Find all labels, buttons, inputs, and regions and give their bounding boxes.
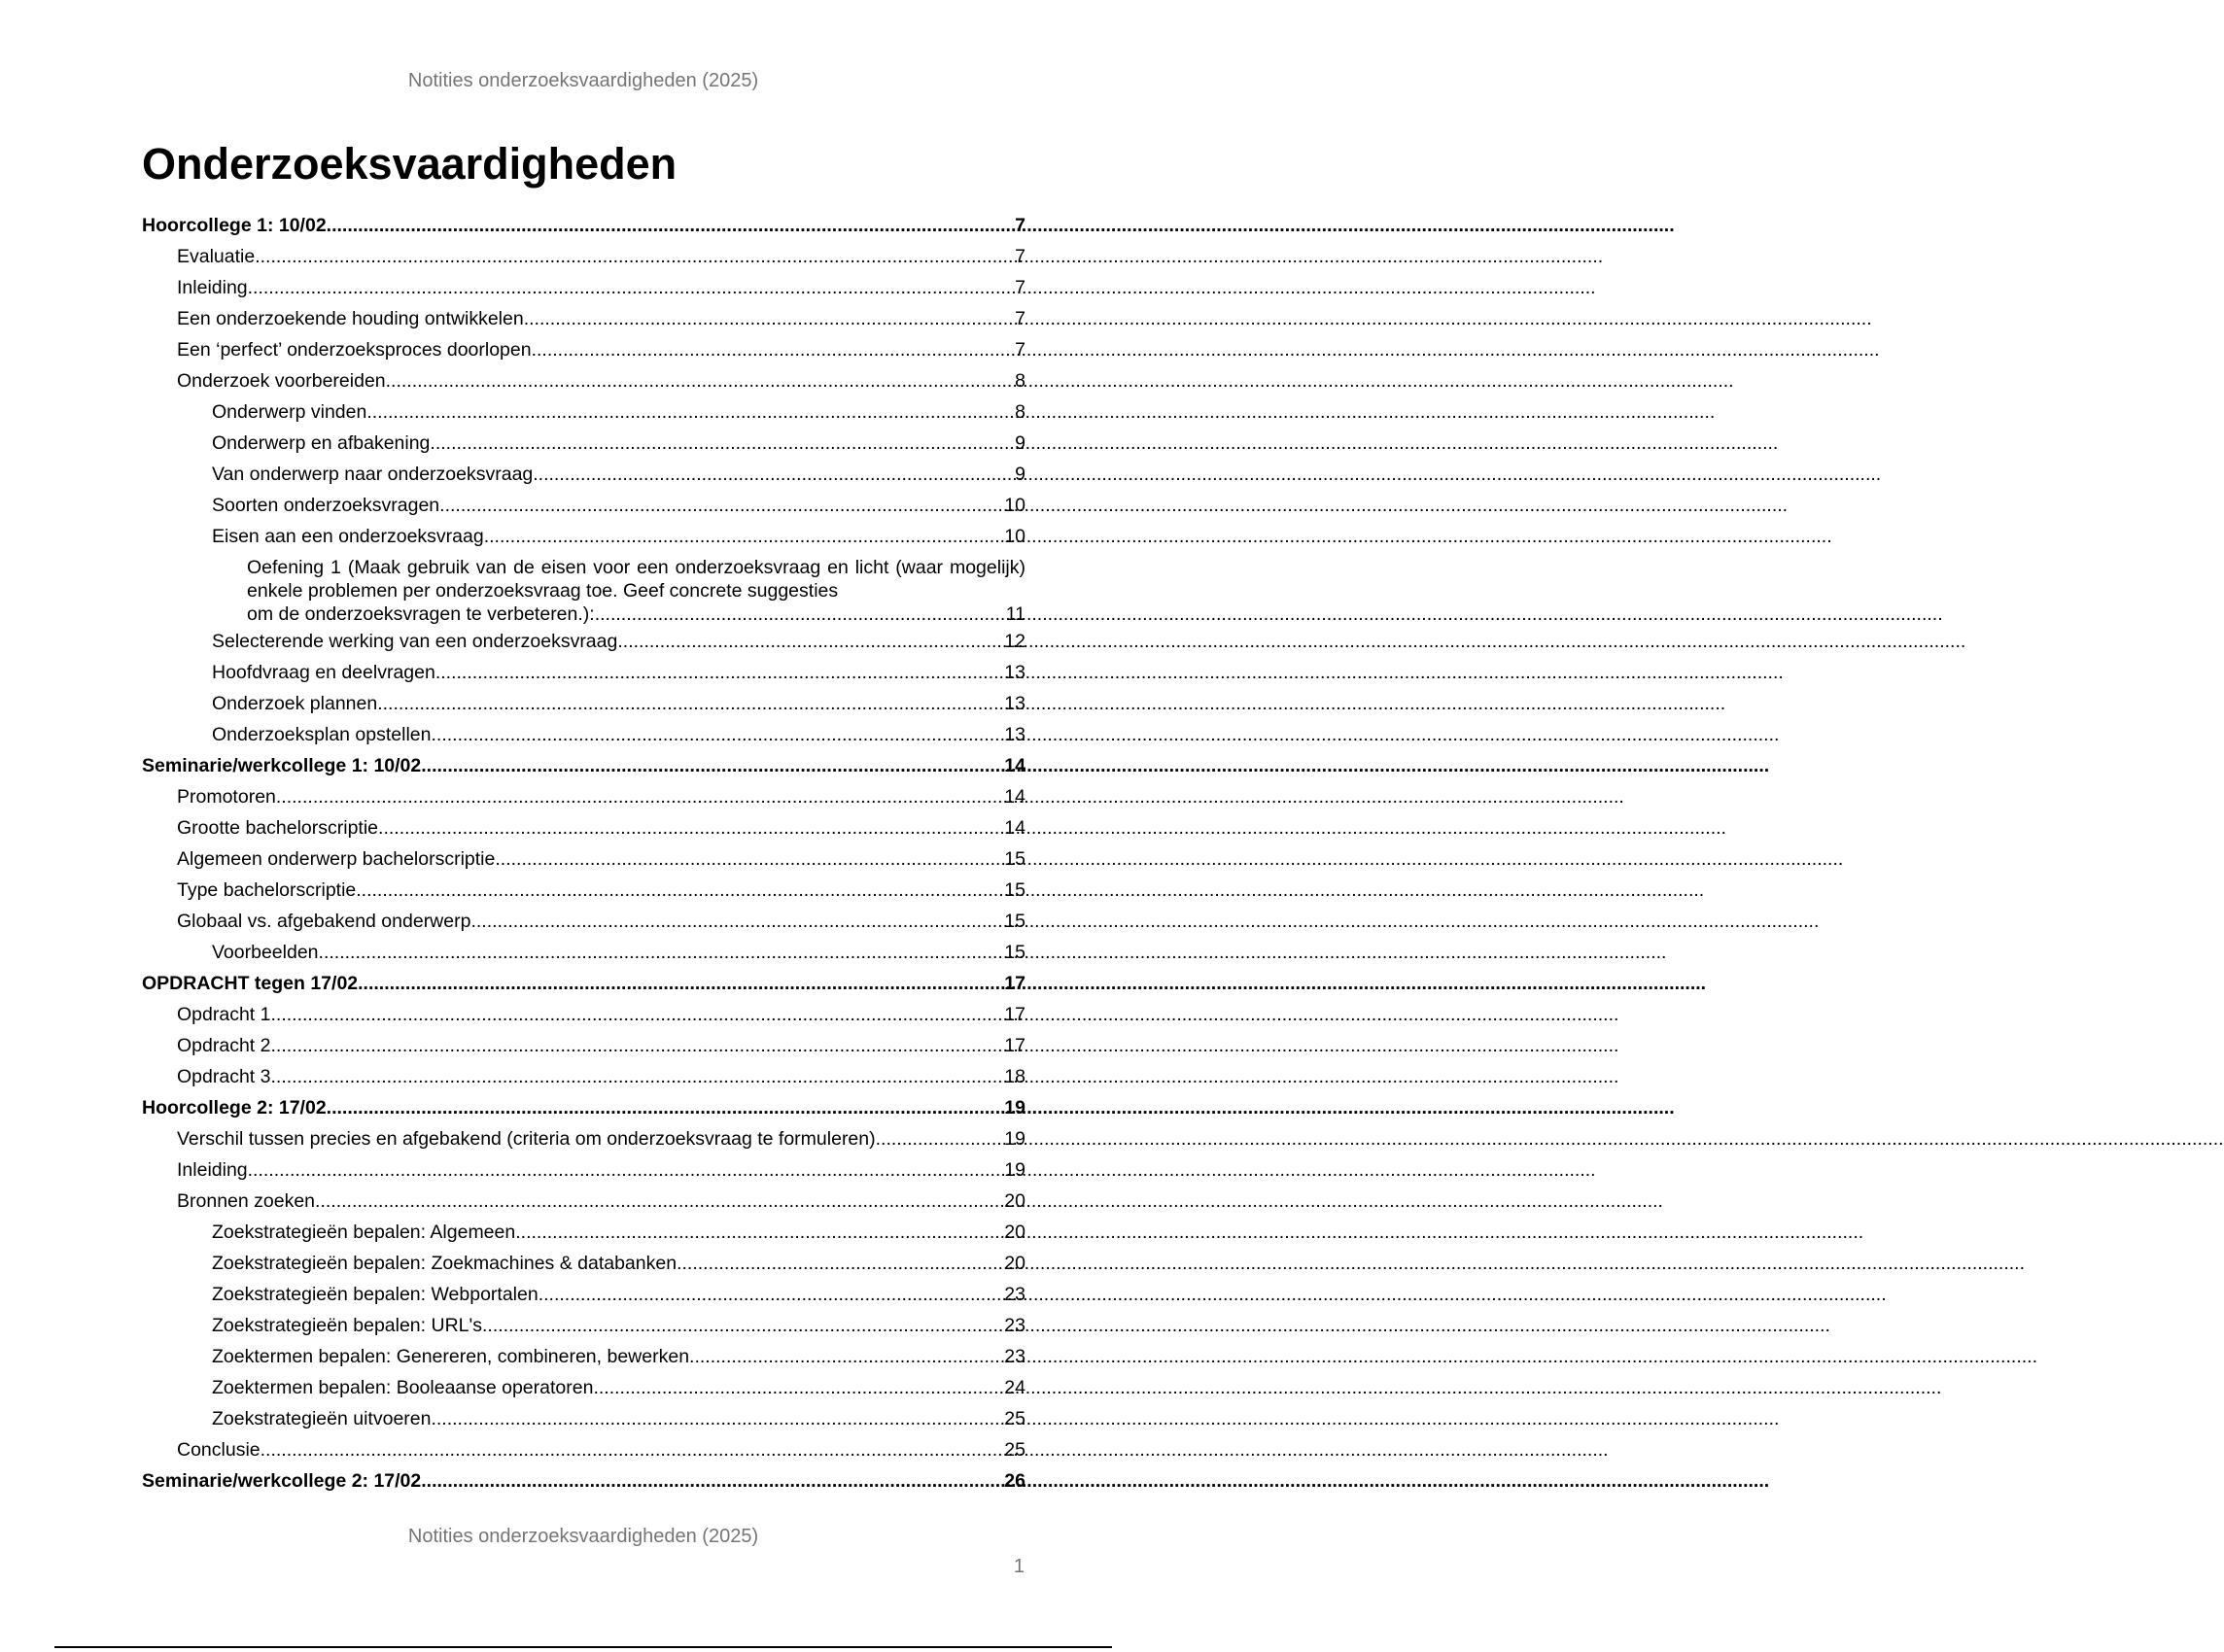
- dot-leader: [430, 428, 1015, 459]
- toc-page-number: 14: [1004, 755, 1025, 776]
- toc-entry[interactable]: [142, 1434, 1025, 1465]
- toc-page-number: 15: [1004, 911, 1025, 932]
- toc-entry-label: Hoorcollege 1: 10/02: [142, 215, 327, 236]
- toc-entry[interactable]: [142, 241, 1025, 272]
- toc-page-number: 23: [1004, 1315, 1025, 1336]
- toc-entry-label: Hoorcollege 2: 17/02: [142, 1097, 327, 1119]
- toc-entry-label: Onderzoek voorbereiden: [177, 370, 386, 392]
- dot-leader: [484, 521, 1005, 552]
- dot-leader: [356, 875, 1004, 906]
- toc-page-number: 10: [1004, 526, 1025, 547]
- toc-page-number: 15: [1004, 879, 1025, 901]
- dot-leader: [876, 1123, 1005, 1154]
- dot-leader: [431, 719, 1004, 750]
- toc-entry-label: Grootte bachelorscriptie: [177, 817, 379, 839]
- dot-leader: [439, 490, 1004, 521]
- toc-page-number: 9: [1015, 432, 1025, 454]
- dot-leader: [255, 241, 1015, 272]
- dot-leader: [435, 657, 1004, 688]
- dot-leader: [470, 906, 1004, 937]
- toc-entry[interactable]: [142, 1154, 1025, 1186]
- document-title: Onderzoeksvaardigheden: [142, 139, 678, 189]
- running-footer: Notities onderzoeksvaardigheden (2025): [407, 1526, 759, 1547]
- dot-leader: [533, 459, 1015, 490]
- toc-page-number: 13: [1004, 724, 1025, 745]
- toc-entry-label: Evaluatie: [177, 246, 256, 267]
- toc-entry[interactable]: [142, 937, 1025, 968]
- toc-page-number: 13: [1004, 693, 1025, 714]
- toc-entry[interactable]: [142, 781, 1025, 812]
- toc-page-number: 15: [1004, 942, 1025, 963]
- toc-page-number: 23: [1004, 1284, 1025, 1305]
- toc-entry[interactable]: [142, 1465, 1025, 1497]
- toc-entry[interactable]: [142, 334, 1025, 365]
- dot-leader: [617, 626, 1004, 657]
- toc-entry-label: Zoekstrategieën bepalen: Algemeen: [212, 1222, 516, 1243]
- toc-entry[interactable]: [142, 626, 1025, 657]
- toc-entry-label: Een ‘perfect’ onderzoeksproces doorlopen: [177, 339, 532, 361]
- dot-leader: [593, 1372, 1004, 1403]
- toc-entry[interactable]: [142, 1061, 1025, 1092]
- toc-entry-label: Hoofdvraag en deelvragen: [212, 662, 435, 683]
- toc-page-number: 7: [1015, 215, 1025, 236]
- dot-leader: [276, 781, 1004, 812]
- toc-entry[interactable]: [142, 396, 1025, 428]
- toc-entry-label: Onderwerp vinden: [212, 401, 367, 423]
- toc-entry[interactable]: [142, 1123, 1025, 1154]
- toc-entry[interactable]: [142, 459, 1025, 490]
- toc-entry-label: Zoektermen bepalen: Booleaanse operatoren: [212, 1377, 594, 1398]
- toc-page-number: 20: [1004, 1222, 1025, 1243]
- toc-page-number: 23: [1004, 1346, 1025, 1367]
- toc-entry-label: Eisen aan een onderzoeksvraag: [212, 526, 484, 547]
- dot-leader: [270, 1030, 1004, 1061]
- toc-page-number: 8: [1015, 401, 1025, 423]
- toc-entry[interactable]: [142, 906, 1025, 937]
- toc-page-number: 25: [1004, 1439, 1025, 1461]
- toc-entry-label-continued: om de onderzoeksvragen te verbeteren.):: [247, 603, 595, 625]
- toc-page-number: 7: [1015, 277, 1025, 298]
- toc-entry-label: Onderzoeksplan opstellen: [212, 724, 432, 745]
- toc-entry[interactable]: [142, 688, 1025, 719]
- toc-page-number: 17: [1004, 973, 1025, 994]
- toc-entry[interactable]: [142, 490, 1025, 521]
- dot-leader: [689, 1341, 1004, 1372]
- dot-leader: [270, 999, 1004, 1030]
- toc-entry-label: Seminarie/werkcollege 2: 17/02: [142, 1470, 422, 1492]
- toc-page-number: 10: [1004, 495, 1025, 516]
- toc-entry[interactable]: [142, 1217, 1025, 1248]
- dot-leader: [327, 210, 1015, 241]
- dot-leader: [358, 968, 1004, 999]
- toc-entry-label: Selecterende werking van een onderzoeksvraag: [212, 631, 618, 652]
- toc-entry[interactable]: [142, 968, 1025, 999]
- toc-entry-label: Bronnen zoeken: [177, 1190, 316, 1212]
- toc-entry[interactable]: [142, 303, 1025, 334]
- toc-entry[interactable]: [142, 428, 1025, 459]
- page-number: 1: [1013, 1556, 1025, 1577]
- dot-leader: [482, 1310, 1004, 1341]
- toc-entry-label: Inleiding: [177, 1159, 248, 1181]
- toc-entry[interactable]: [142, 750, 1025, 781]
- toc-entry-label: Zoekstrategieën bepalen: URL's: [212, 1315, 482, 1336]
- toc-entry-label: Een onderzoekende houding ontwikkelen: [177, 308, 524, 329]
- dot-leader: [377, 688, 1004, 719]
- dot-leader: [386, 365, 1016, 396]
- toc-entry[interactable]: [142, 521, 1025, 552]
- toc-entry[interactable]: [142, 1341, 1025, 1372]
- dot-leader: [270, 1061, 1004, 1092]
- toc-entry[interactable]: [142, 552, 1025, 626]
- toc-entry-label: Globaal vs. afgebakend onderwerp: [177, 911, 471, 932]
- dot-leader: [421, 1465, 1004, 1497]
- toc-page-number: 13: [1004, 662, 1025, 683]
- table-of-contents: [142, 210, 1025, 1497]
- toc-page-number: 7: [1015, 339, 1025, 361]
- toc-entry-label: Opdracht 3: [177, 1066, 271, 1087]
- dot-leader: [327, 1092, 1005, 1123]
- toc-entry-label: OPDRACHT tegen 17/02: [142, 973, 359, 994]
- toc-entry-label: Inleiding: [177, 277, 248, 298]
- dot-leader: [421, 750, 1004, 781]
- toc-entry[interactable]: [142, 365, 1025, 396]
- dot-leader: [248, 1154, 1005, 1186]
- toc-entry-label: Onderwerp en afbakening: [212, 432, 431, 454]
- toc-page-number: 17: [1004, 1035, 1025, 1056]
- dot-leader: [595, 602, 1006, 626]
- toc-entry-label: Opdracht 1: [177, 1004, 271, 1025]
- toc-page-number: 9: [1015, 464, 1025, 485]
- toc-page-number: 7: [1015, 308, 1025, 329]
- toc-page-number: 14: [1004, 817, 1025, 839]
- toc-page-number: 20: [1004, 1253, 1025, 1274]
- toc-entry[interactable]: [142, 843, 1025, 875]
- toc-entry-label: Zoekstrategieën uitvoeren: [212, 1408, 432, 1429]
- toc-page-number: 26: [1004, 1470, 1025, 1492]
- toc-entry-label: Opdracht 2: [177, 1035, 271, 1056]
- toc-entry-label: Promotoren: [177, 786, 276, 808]
- toc-entry[interactable]: [142, 1186, 1025, 1217]
- toc-entry-label: Zoektermen bepalen: Genereren, combineren, bewerken: [212, 1346, 690, 1367]
- toc-entry[interactable]: [142, 875, 1025, 906]
- toc-entry-label: Voorbeelden: [212, 942, 319, 963]
- toc-page-number: 18: [1004, 1066, 1025, 1087]
- toc-entry[interactable]: [142, 1310, 1025, 1341]
- toc-entry-label: Conclusie: [177, 1439, 261, 1461]
- toc-entry[interactable]: [142, 719, 1025, 750]
- toc-entry-label: Zoekstrategieën bepalen: Zoekmachines & databanken: [212, 1253, 678, 1274]
- dot-leader: [431, 1403, 1004, 1434]
- toc-page-number: 14: [1004, 786, 1025, 808]
- toc-page-number: 20: [1004, 1190, 1025, 1212]
- toc-page-number: 24: [1004, 1377, 1025, 1398]
- dot-leader: [515, 1217, 1004, 1248]
- toc-page-number: 19: [1004, 1097, 1025, 1119]
- dot-leader: [378, 812, 1004, 843]
- dot-leader: [319, 937, 1005, 968]
- toc-page-number: 19: [1004, 1128, 1025, 1150]
- dot-leader: [261, 1434, 1005, 1465]
- toc-entry[interactable]: [142, 999, 1025, 1030]
- toc-entry-label: Algemeen onderwerp bachelorscriptie: [177, 848, 496, 870]
- toc-page-number: 25: [1004, 1408, 1025, 1429]
- dot-leader: [677, 1248, 1004, 1279]
- toc-entry-label: Verschil tussen precies en afgebakend (criteria om onderzoeksvraag te formuleren): [177, 1128, 876, 1150]
- toc-page-number: 7: [1015, 246, 1025, 267]
- toc-entry-label: Zoekstrategieën bepalen: Webportalen: [212, 1284, 539, 1305]
- toc-page-number: 8: [1015, 370, 1025, 392]
- running-header: Notities onderzoeksvaardigheden (2025): [407, 70, 759, 91]
- toc-entry[interactable]: [142, 812, 1025, 843]
- dot-leader: [495, 843, 1004, 875]
- toc-entry[interactable]: [142, 210, 1025, 241]
- toc-entry-label: Type bachelorscriptie: [177, 879, 357, 901]
- toc-entry[interactable]: [142, 657, 1025, 688]
- dot-leader: [539, 1279, 1005, 1310]
- toc-entry[interactable]: [142, 1403, 1025, 1434]
- dot-leader: [366, 396, 1015, 428]
- toc-entry[interactable]: [142, 1248, 1025, 1279]
- toc-entry[interactable]: [142, 1372, 1025, 1403]
- dot-leader: [524, 303, 1015, 334]
- toc-entry-label: Oefening 1 (Maak gebruik van de eisen voor een onderzoeksvraag en licht (waar mogelijk) enkele problemen per onderzoeksvraag toe. Geef concrete suggesties: [247, 557, 1025, 602]
- toc-page-number: 17: [1004, 1004, 1025, 1025]
- dot-leader: [315, 1186, 1004, 1217]
- toc-entry-label: Onderzoek plannen: [212, 693, 378, 714]
- page-bottom-divider: [54, 1646, 1112, 1648]
- toc-entry[interactable]: [142, 272, 1025, 303]
- toc-page-number: 15: [1004, 848, 1025, 870]
- toc-page-number: 19: [1004, 1159, 1025, 1181]
- toc-page-number: 11: [1005, 603, 1025, 625]
- toc-entry[interactable]: [142, 1092, 1025, 1123]
- toc-entry-label: Soorten onderzoeksvragen: [212, 495, 440, 516]
- toc-entry[interactable]: [142, 1030, 1025, 1061]
- toc-entry-label: Seminarie/werkcollege 1: 10/02: [142, 755, 422, 776]
- toc-page-number: 12: [1004, 631, 1025, 652]
- dot-leader: [532, 334, 1016, 365]
- toc-entry-label: Van onderwerp naar onderzoeksvraag: [212, 464, 534, 485]
- toc-entry[interactable]: [142, 1279, 1025, 1310]
- dot-leader: [248, 272, 1016, 303]
